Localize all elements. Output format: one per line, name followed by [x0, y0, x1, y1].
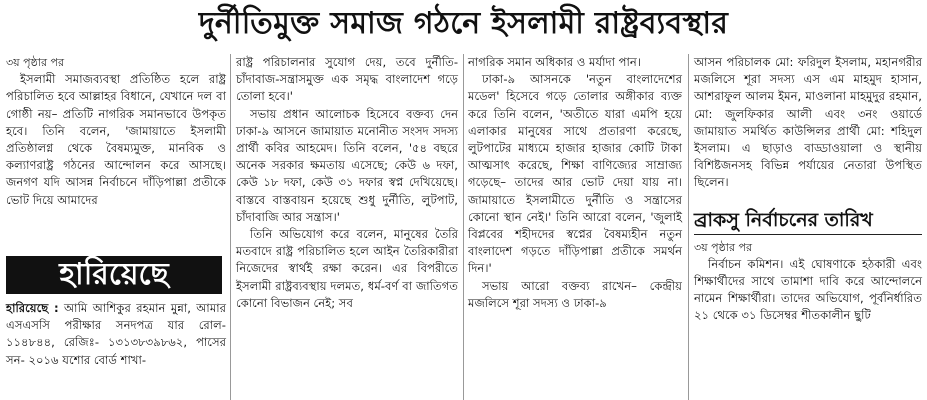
article-paragraph: তিনি অভিযোগ করে বলেন, মানুষের তৈরি মতবাদে রাষ্ট্র পরিচালিত হলে আইন তৈরিকারীরা নিজেদের স্বার্থই রক্ষা করেন। এর বিপরীতে ইসলামী রাষ্ট্রব্যবস্থায় দলমত, ধর্ম-বর্ণ বা জাতিগত কোনো বিভাজন নেই; সব	[236, 227, 458, 310]
lost-notice	[6, 300, 226, 369]
article-paragraph: নাগরিক সমান অধিকার ও মর্যাদা পান।	[468, 55, 641, 69]
lost-notice-lead: হারিয়েছে :	[6, 301, 59, 315]
article-paragraph: আসন পরিচালক মো: ফরিদুল ইসলাম, মহানগরীর মজলিসে শূরা সদস্য এস এম মাহমুদ হাসান, আশরাফুল আলম ইমন, মাওলানা মাহমুদুর রহমান, মো: জুলফিকার আলী এবং ৩নং ওয়ার্ডে জামায়াত সমর্থিত কাউন্সিলর প্রার্থী মো: শহিদুল ইসলাম। এ ছাড়াও বাড্ডাওয়ালা ও স্থানীয় বিশিষ্টজনসহ বিভিন্ন পর্যায়ের নেতারা উপস্থিত ছিলেন।	[694, 55, 922, 190]
article-paragraph: রাষ্ট্র পরিচালনার সুযোগ দেয়, তবে দুর্নীতি-চাঁদাবাজ-সন্ত্রাসমুক্ত এক সমৃদ্ধ বাংলাদেশ গড়ে তোলা হবে।'	[236, 55, 458, 104]
column-rule	[463, 54, 464, 400]
sub-article-headline: ব্রাকসু নির্বাচনের তারিখ	[694, 206, 922, 235]
article-column-1	[6, 54, 226, 209]
article-paragraph: সভায় আরো বক্তব্য রাখেন– কেন্দ্রীয় মজলিসে শূরা সদস্য ও ঢাকা-৯	[468, 278, 682, 310]
column-rule	[688, 54, 689, 400]
continued-from-label: ৩য় পৃষ্ঠার পর	[694, 240, 753, 254]
headline: দুর্নীতিমুক্ত সমাজ গঠনে ইসলামী রাষ্ট্রব্যবস্থার	[198, 6, 729, 41]
article-column-4	[694, 54, 922, 325]
article-column-3	[468, 54, 682, 312]
article-paragraph: সভায় প্রধান আলোচক হিসেবে বক্তব্য দেন ঢাকা-৯ আসনে জামায়াত মনোনীত সংসদ সদস্য প্রার্থী কবির আহমেদ। তিনি বলেন, '৫৪ বছরে অনেক সরকার ক্ষমতায় এসেছে; কেউ ৬ দফা, কেউ ১৮ দফা, কেউ ৩১ দফার স্বপ্ন দেখিয়েছে। বাস্তবে বাস্তবায়ন হয়েছে শুধু দুর্নীতি, লুটপাট, চাঁদাবাজি আর সন্ত্রাস।'	[236, 106, 458, 224]
article-paragraph: নির্বাচন কমিশন। এই ঘোষণাকে হঠকারী এবং শিক্ষার্থীদের সাথে তামাশা দাবি করে আন্দোলনে নামেন শিক্ষার্থীরা। তাদের অভিযোগ, পূর্বনির্ধারিত ২১ থেকে ৩১ ডিসেম্বর শীতকালীন ছুটি	[694, 256, 922, 323]
article-column-2	[236, 54, 458, 312]
continued-from-label: ৩য় পৃষ্ঠার পর	[6, 56, 65, 69]
lost-notice-banner: হারিয়েছে	[6, 256, 222, 294]
lost-notice-text: আমি আশিকুর রহমান মুন্না, আমার এসএসসি পরীক্ষার সনদপত্র যার রোল- ১১৪৮৪৪, রেজিঃ- ১৩১৩৮৩৯৮৬২, পাসের সন- ২০১৬ যশোর বোর্ড শাখা-	[6, 301, 226, 367]
article-paragraph: ইসলামী সমাজব্যবস্থা প্রতিষ্ঠিত হলে রাষ্ট্র পরিচালিত হবে আল্লাহর বিধানে, যেখানে দল বা গোষ্ঠী নয়– প্রতিটি নাগরিক সমানভাবে উপকৃত হবে। তিনি বলেন, 'জামায়াতে ইসলামী প্রতিষ্ঠালগ্ন থেকে বৈষম্যমুক্ত, মানবিক ও কল্যাণরাষ্ট্র গঠনের আন্দোলন করে আসছে। জনগণ যদি আসন্ন নির্বাচনে দাঁড়িপাল্লা প্রতীকে ভোট দিয়ে আমাদের	[6, 72, 226, 207]
article-paragraph: ঢাকা-৯ আসনকে 'নতুন বাংলাদেশের মডেল' হিসেবে গড়ে তোলার অঙ্গীকার ব্যক্ত করে তিনি বলেন, 'অতীতে যারা এমপি হয়ে এলাকার মানুষের সাথে প্রতারণা করেছে, লুটপাটের মাধ্যমে হাজার হাজার কোটি টাকা আত্মসাৎ করেছে, শিক্ষা বাণিজ্যের সাম্রাজ্য গড়েছে– তাদের আর ভোট দেয়া যায় না। জামায়াতে ইসলামীতে দুর্নীতি ও সন্ত্রাসের কোনো স্থান নেই।' তিনি আরো বলেন, 'জুলাই বিপ্লবের শহীদদের স্বপ্নের বৈষম্যহীন নতুন বাংলাদেশ গড়তে দাঁড়িপাল্লা প্রতীকে সমর্থন দিন।'	[468, 72, 682, 276]
column-rule	[230, 54, 231, 400]
